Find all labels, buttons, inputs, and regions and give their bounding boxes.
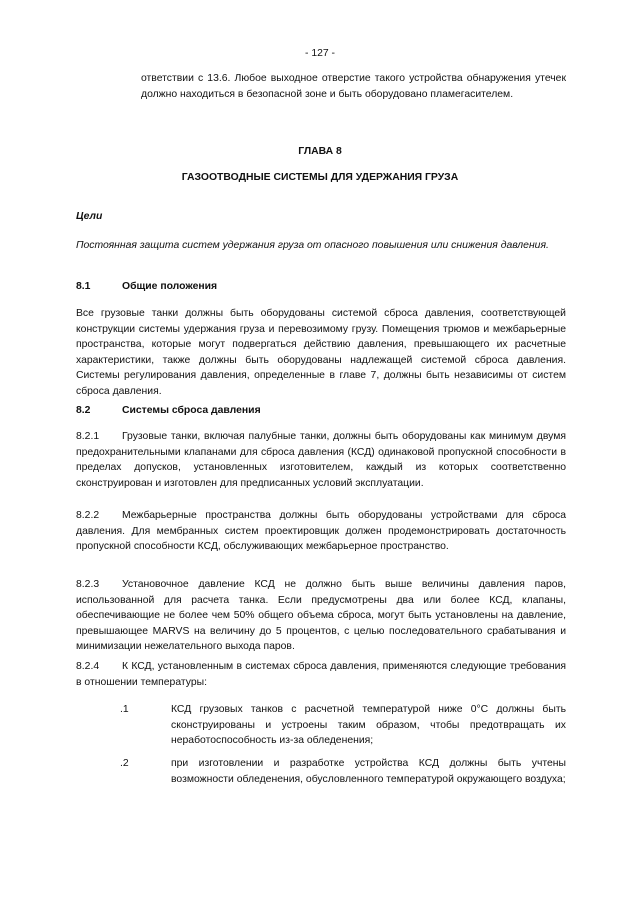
paragraph-8-2-1: [76, 429, 566, 491]
paragraph-text: К КСД, установленным в системах сброса давления, применяются следующие требования в отношении температуры:: [76, 661, 566, 688]
paragraph-number: 8.2.2: [76, 510, 100, 521]
paragraph-8-2-2: [76, 508, 566, 555]
subitem-1-number: .1: [120, 704, 129, 715]
paragraph-number: 8.2.4: [76, 661, 100, 672]
paragraph-text: Грузовые танки, включая палубные танки, должны быть оборудованы как минимум двумя предохранительными клапанами для сброса давления (КСД) одинаковой пропускной способности в пределах допусков, установленных изготовителем, каждый из которых соответственно сконструирован и изготовлен для предписанных условий эксплуатации.: [76, 431, 566, 489]
paragraph-number: 8.2.3: [76, 579, 100, 590]
paragraph-text: Установочное давление КСД не должно быть выше величины давления паров, использованной для расчета танка. Если предусмотрены два или более КСД, клапаны, обеспечивающие не более чем 50% общего объема сброса, могут быть установлены на давление, превышающее MARVS на величину до 5 процентов, с целью последовательного срабатывания и минимизации нежелательного выхода паров.: [76, 579, 566, 652]
section-8-2-number: 8.2: [76, 405, 91, 416]
subitem-2-number: .2: [120, 758, 129, 769]
chapter-label: ГЛАВА 8: [298, 146, 342, 157]
subitem-1-text: КСД грузовых танков с расчетной температурой ниже 0°C должны быть сконструированы и устроены таким образом, чтобы предотвращать их неработоспособность из-за обледенения;: [171, 704, 566, 746]
paragraph-8-2-4: [76, 659, 566, 690]
paragraph-8-2-3: [76, 577, 566, 655]
section-8-1-text: Все грузовые танки должны быть оборудованы системой сброса давления, соответствующей конструкции системы удержания груза и перевозимому грузу. Помещения трюмов и межбарьерные пространства, которые могут подвергаться действию давления, превышающего их расчетные характеристики, также должны быть оборудованы надлежащей системой сброса давления. Системы регулирования давления, определенные в главе 7, должны быть независимы от систем сброса давления.: [76, 308, 566, 397]
goals-text: Постоянная защита систем удержания груза от опасного повышения или снижения давления.: [76, 240, 549, 251]
paragraph-number: 8.2.1: [76, 431, 100, 442]
paragraph-text: Межбарьерные пространства должны быть оборудованы устройствами для сброса давления. Для мембранных систем проектировщик должен продемонстрировать достаточность пропускной способности КСД, обслуживающих межбарьерное пространство.: [76, 510, 566, 552]
continuation-paragraph: ответствии с 13.6. Любое выходное отверстие такого устройства обнаружения утечек должно находиться в безопасной зоне и быть оборудовано пламегасителем.: [141, 73, 566, 100]
section-8-1-number: 8.1: [76, 281, 91, 292]
chapter-title: ГАЗООТВОДНЫЕ СИСТЕМЫ ДЛЯ УДЕРЖАНИЯ ГРУЗА: [181, 172, 459, 183]
page-number: - 127 -: [304, 48, 336, 59]
section-8-1-title: Общие положения: [122, 281, 218, 292]
section-8-2-title: Системы сброса давления: [122, 405, 261, 416]
subitem-2-text: при изготовлении и разработке устройства КСД должны быть учтены возможности обледенения, обусловленного температурой окружающего воздуха;: [171, 758, 566, 785]
goals-heading: Цели: [76, 211, 103, 222]
